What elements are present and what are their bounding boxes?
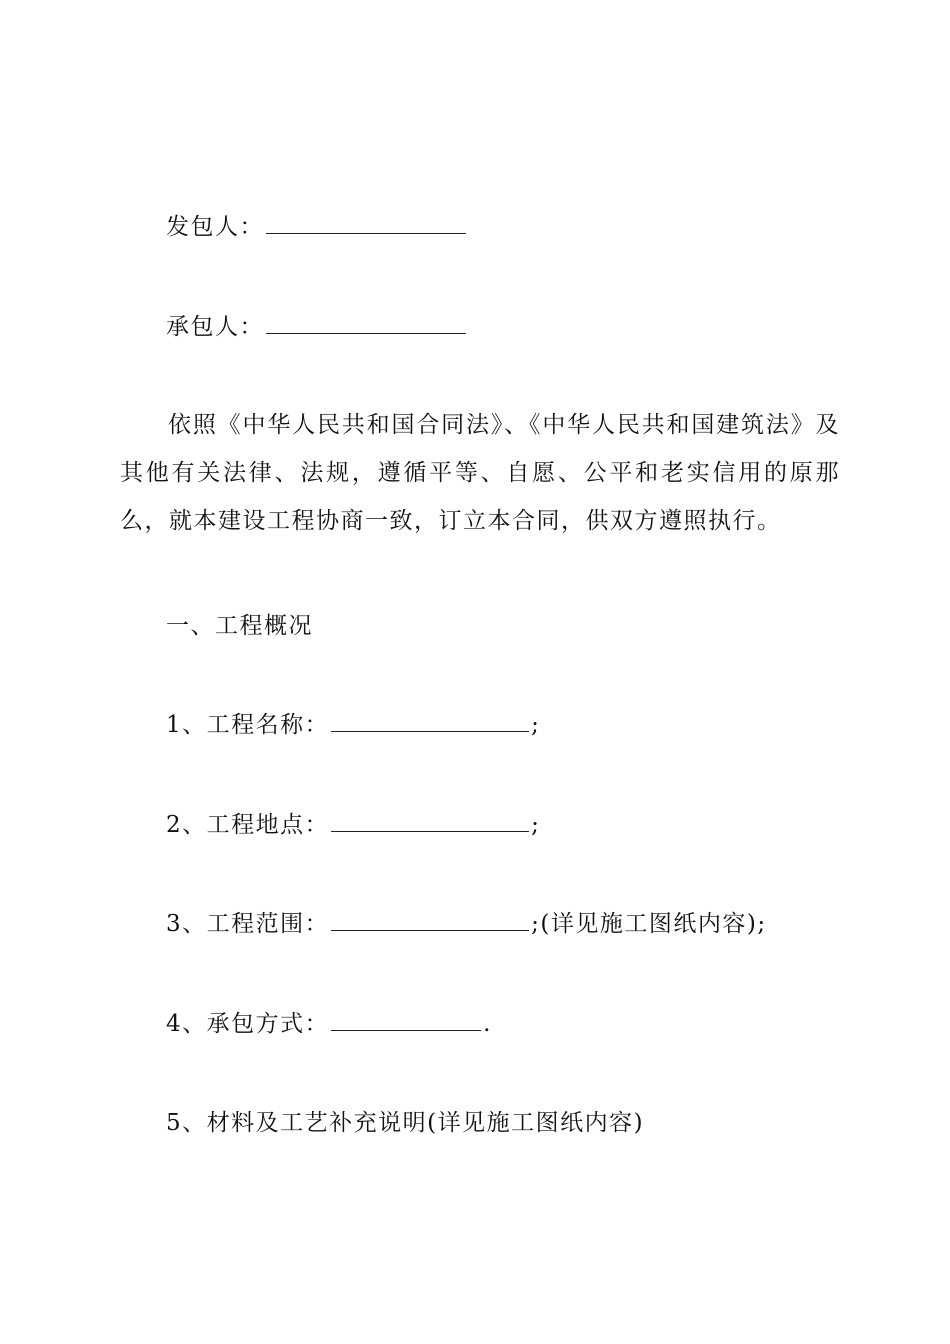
- contractor-label: 承包人：: [166, 314, 264, 340]
- item-label: 1、工程名称：: [166, 712, 330, 738]
- item-label: 2、工程地点：: [166, 812, 330, 838]
- contractor-line: [166, 312, 468, 342]
- contractor-blank: [266, 313, 466, 334]
- item-label: 5、材料及工艺补充说明(详见施工图纸内容): [166, 1110, 645, 1136]
- preamble-paragraph: 依照《中华人民共和国合同法》、《中华人民共和国建筑法》及其他有关法律、法规，遵循平等、自愿、公平和老实信用的原那么，就本建设工程协商一致，订立本合同，供双方遵照执行。: [120, 412, 840, 534]
- item-suffix: ;: [531, 712, 541, 738]
- project-scope-blank: [331, 910, 529, 931]
- item-suffix: .: [483, 1011, 492, 1037]
- project-name-blank: [331, 711, 529, 732]
- item-label: 3、工程范围：: [166, 911, 330, 937]
- item-contract-mode: [166, 1009, 492, 1039]
- item-materials-note: [166, 1108, 644, 1138]
- contract-mode-blank: [331, 1010, 481, 1031]
- employer-blank: [266, 213, 466, 234]
- item-suffix: ;(详见施工图纸内容);: [531, 911, 767, 937]
- item-project-name: [166, 710, 540, 740]
- employer-line: [166, 212, 468, 242]
- item-label: 4、承包方式：: [166, 1011, 330, 1037]
- project-location-blank: [331, 811, 529, 832]
- section-title: 一、工程概况: [166, 613, 313, 639]
- item-project-location: [166, 810, 540, 840]
- employer-label: 发包人：: [166, 214, 264, 240]
- item-project-scope: [166, 909, 767, 939]
- item-suffix: ;: [531, 812, 541, 838]
